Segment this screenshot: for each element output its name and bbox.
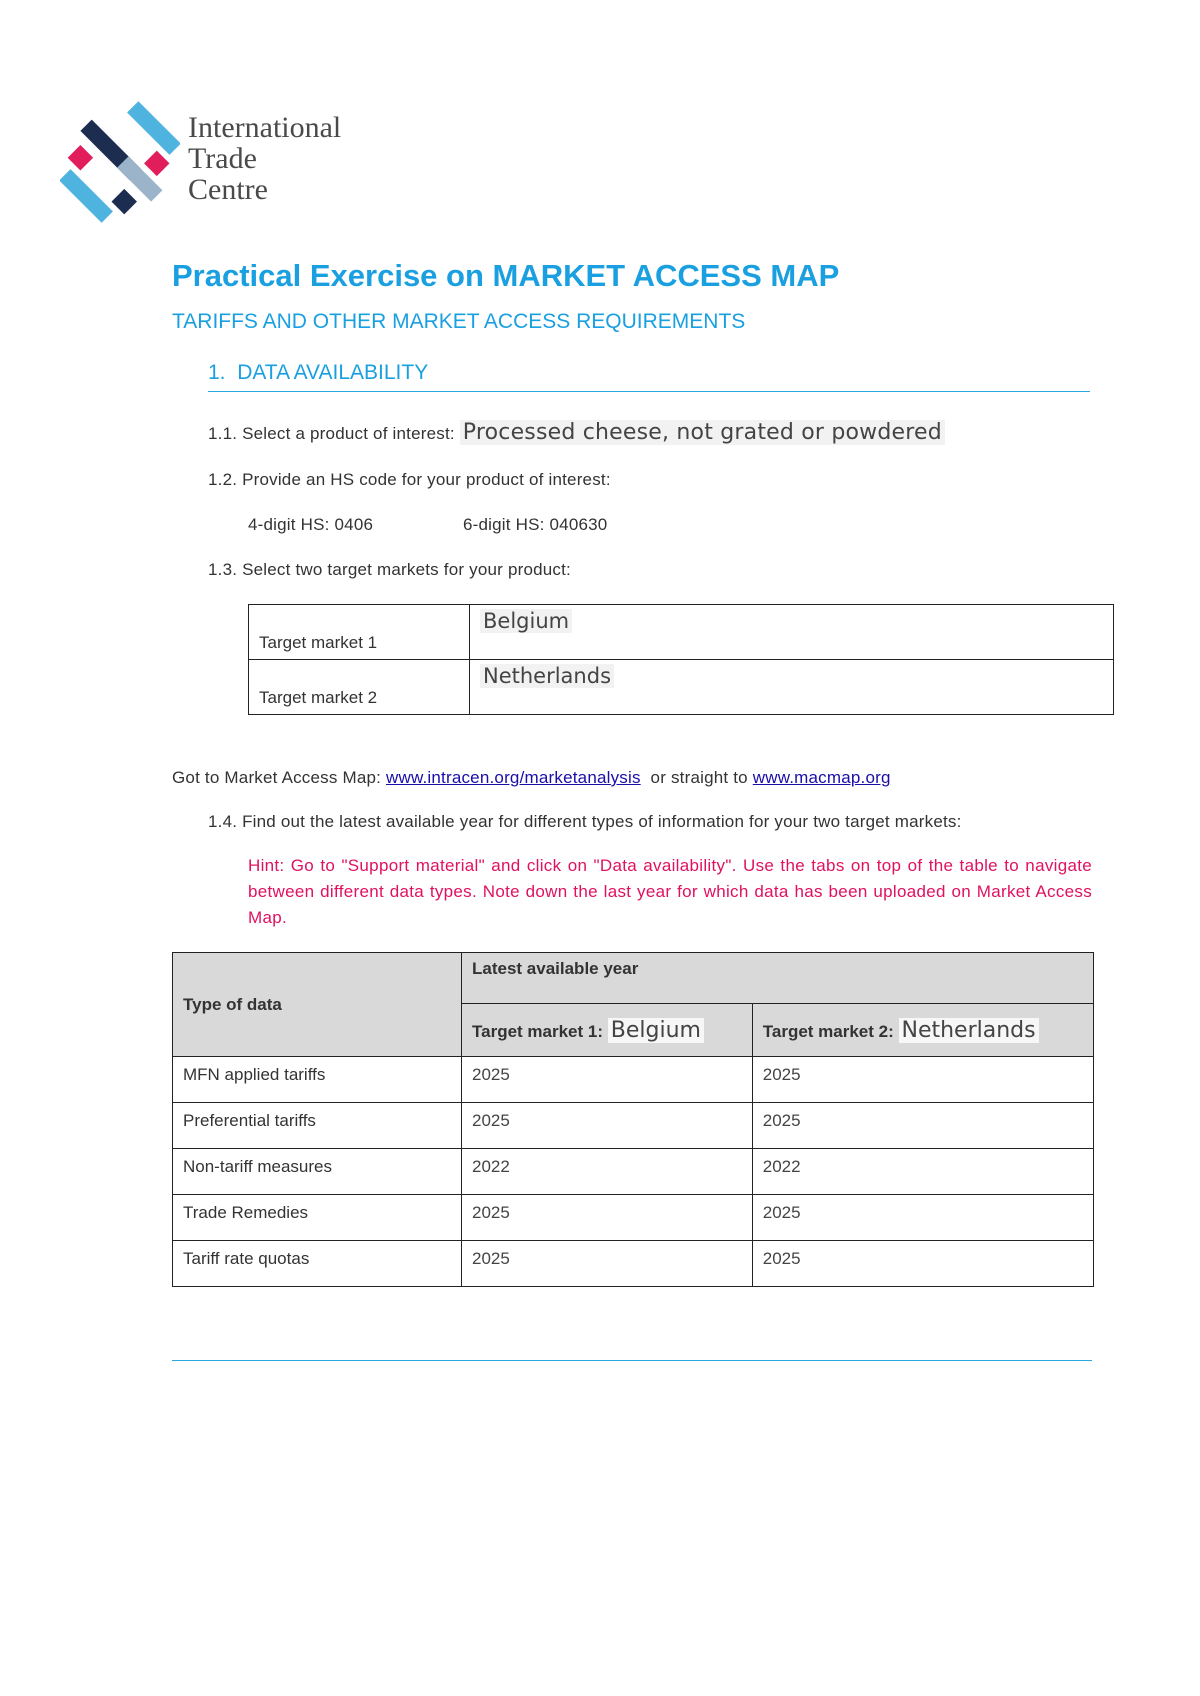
- tm2-year-cell[interactable]: 2022: [752, 1149, 1093, 1195]
- question-1-2-label: 1.2. Provide an HS code for your product of interest:: [208, 470, 611, 489]
- tm1-year-cell[interactable]: 2025: [462, 1195, 753, 1241]
- logo-line-3: Centre: [188, 173, 268, 206]
- logo-bar-light-blue-bottom: [60, 169, 113, 223]
- data-type-cell: Non-tariff measures: [173, 1149, 462, 1195]
- data-type-cell: MFN applied tariffs: [173, 1057, 462, 1103]
- question-1-1: [208, 420, 945, 445]
- data-availability-table: [172, 952, 1094, 1287]
- tm2-year-cell[interactable]: 2025: [752, 1195, 1093, 1241]
- itc-logo-icon: [60, 100, 180, 225]
- target-market-2-label-cell: [249, 660, 470, 715]
- target-market-2-header-field[interactable]: Netherlands: [899, 1018, 1039, 1043]
- hs6-code: [463, 515, 607, 535]
- product-answer-field[interactable]: Processed cheese, not grated or powdered: [460, 420, 945, 445]
- target-market-2-field[interactable]: Netherlands: [480, 664, 614, 688]
- section-title: DATA AVAILABILITY: [237, 361, 429, 384]
- section-divider: [208, 391, 1090, 392]
- section-number: 1.: [208, 361, 226, 384]
- logo-line-2: Trade: [188, 142, 257, 175]
- data-type-cell: Preferential tariffs: [173, 1103, 462, 1149]
- target-market-1-header-field[interactable]: Belgium: [608, 1018, 704, 1043]
- table-row: [173, 1195, 1094, 1241]
- data-type-cell: Tariff rate quotas: [173, 1241, 462, 1287]
- tm1-year-cell[interactable]: 2022: [462, 1149, 753, 1195]
- logo-bar-navy-short: [112, 189, 137, 214]
- hint-text: Hint: Go to "Support material" and click on "Data availability". Use the tabs on top of the table to navigate between different data types. Note down the last year for which data has been uploaded on Market Access Map.: [248, 856, 1092, 927]
- target-market-1-header-label: Target market 1:: [472, 1021, 604, 1041]
- table-row: [173, 1241, 1094, 1287]
- goto-middle: or straight to: [640, 768, 753, 787]
- document-subtitle: TARIFFS AND OTHER MARKET ACCESS REQUIREMENTS: [172, 310, 746, 333]
- footer-divider: [172, 1360, 1092, 1361]
- tm1-year-cell[interactable]: 2025: [462, 1241, 753, 1287]
- target-market-1-value-cell: [470, 605, 1114, 660]
- data-type-cell: Trade Remedies: [173, 1195, 462, 1241]
- table-row: [173, 1149, 1094, 1195]
- target-market-1-header: [462, 1004, 753, 1057]
- document-title: Practical Exercise on MARKET ACCESS MAP: [172, 258, 840, 293]
- table-row: [173, 1103, 1094, 1149]
- logo-bar-pink-bottom: [68, 145, 93, 170]
- hs4-code: [248, 515, 373, 535]
- question-1-3-label: 1.3. Select two target markets for your product:: [208, 560, 571, 579]
- target-market-2-header: [752, 1004, 1093, 1057]
- latest-year-header: Latest available year: [462, 953, 1094, 1004]
- hs4-label: 4-digit HS:: [248, 515, 330, 534]
- logo-bar-light-blue: [127, 101, 180, 155]
- goto-prefix: Got to Market Access Map:: [172, 768, 386, 787]
- target-markets-table: [248, 604, 1114, 715]
- table-row: [249, 660, 1114, 715]
- target-market-2-header-label: Target market 2:: [762, 1021, 894, 1041]
- question-1-1-label: 1.1. Select a product of interest:: [208, 424, 455, 443]
- tm1-year-cell[interactable]: 2025: [462, 1057, 753, 1103]
- tm1-year-cell[interactable]: 2025: [462, 1103, 753, 1149]
- tm2-year-cell[interactable]: 2025: [752, 1103, 1093, 1149]
- table-row: [249, 605, 1114, 660]
- target-market-1-field[interactable]: Belgium: [480, 609, 572, 633]
- hs4-value[interactable]: 0406: [334, 515, 374, 534]
- macmap-link[interactable]: www.macmap.org: [752, 768, 891, 787]
- logo-line-1: International: [188, 111, 342, 144]
- tm2-year-cell[interactable]: 2025: [752, 1241, 1093, 1287]
- question-1-4-label: 1.4. Find out the latest available year for different types of information for your two target markets:: [208, 812, 962, 831]
- table-row: [173, 1057, 1094, 1103]
- goto-instructions: [172, 768, 891, 788]
- hs6-label: 6-digit HS:: [463, 515, 545, 534]
- target-market-1-label: Target market 1: [259, 633, 378, 652]
- logo-bar-pink-top: [144, 151, 169, 176]
- section-heading: [208, 361, 428, 385]
- tm2-year-cell[interactable]: 2025: [752, 1057, 1093, 1103]
- type-of-data-header: Type of data: [173, 953, 462, 1057]
- hs6-value[interactable]: 040630: [549, 515, 608, 534]
- logo-wordmark: [188, 112, 341, 205]
- table-header-row: [173, 953, 1094, 1004]
- target-market-2-label: Target market 2: [259, 688, 378, 707]
- target-market-1-label-cell: [249, 605, 470, 660]
- target-market-2-value-cell: [470, 660, 1114, 715]
- intracen-link[interactable]: www.intracen.org/marketanalysis: [386, 768, 641, 787]
